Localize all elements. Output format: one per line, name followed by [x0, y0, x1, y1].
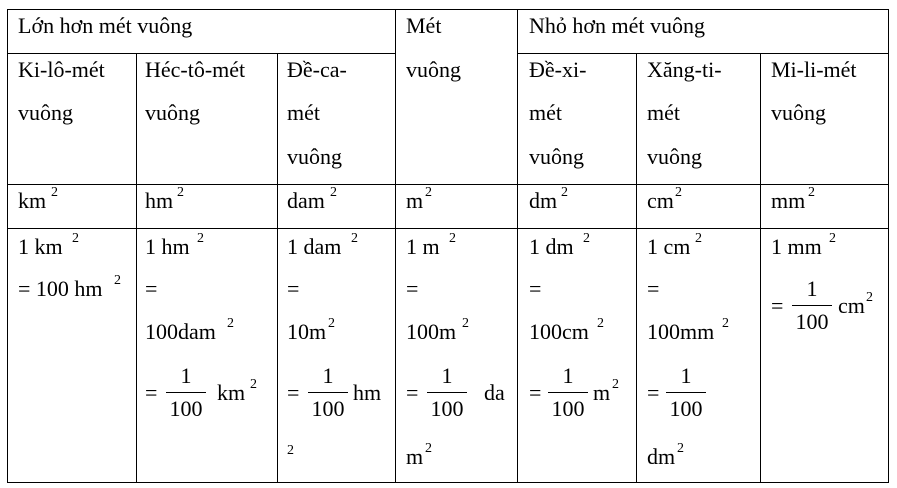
frac-denominator: 100	[430, 396, 464, 421]
rule-col	[277, 53, 278, 483]
rule-col	[517, 9, 518, 483]
name-dam: mét	[287, 100, 320, 125]
unit-mm: mm	[771, 188, 806, 213]
rel-dam-frac-unit: hm	[353, 380, 382, 405]
name-dam: vuông	[287, 144, 342, 169]
frac-numerator: 1	[806, 276, 818, 301]
rel-cm-frac-eq: =	[647, 380, 660, 405]
name-cm: Xăng-ti-	[647, 57, 722, 82]
rel-hm-frac-eq: =	[145, 380, 158, 405]
rel-m-frac-eq: =	[406, 380, 419, 405]
unit-exponent: 2	[808, 185, 815, 200]
fraction-bar	[792, 305, 832, 306]
rel-exponent: 2	[449, 231, 456, 246]
rel-mm-line1: 1 mm	[771, 234, 822, 259]
rule-col	[395, 9, 396, 483]
rel-exponent: 2	[351, 231, 358, 246]
rel-m-tail: m	[406, 444, 424, 469]
name-mm: vuông	[771, 100, 826, 125]
rel-exponent: 2	[583, 231, 590, 246]
rel-dm-frac-eq: =	[529, 380, 542, 405]
name-dam: Đề-ca-	[287, 57, 347, 82]
rule-names	[7, 184, 888, 185]
name-km: vuông	[18, 100, 73, 125]
rel-m-frac-unit: da	[484, 380, 505, 405]
frac-numerator: 1	[562, 363, 574, 388]
rel-hm-line1: 1 hm	[145, 234, 190, 259]
rule-col	[888, 9, 889, 483]
rel-dm-eq: =	[529, 276, 542, 301]
name-cm: vuông	[647, 144, 702, 169]
name-dm: vuông	[529, 144, 584, 169]
unit-cm: cm	[647, 188, 674, 213]
rel-dam-eq: =	[287, 276, 300, 301]
rel-cm-line1: 1 cm	[647, 234, 691, 259]
rel-cm-line3: 100mm	[647, 319, 715, 344]
rel-exponent: 2	[114, 273, 121, 288]
rel-dm-frac-unit: m	[593, 380, 611, 405]
header-larger: Lớn hơn mét vuông	[18, 13, 193, 38]
rule-bottom	[7, 482, 888, 483]
unit-dam: dam	[287, 188, 325, 213]
unit-exponent: 2	[51, 185, 58, 200]
header-meter: Mét	[406, 13, 442, 38]
rel-exponent: 2	[197, 231, 204, 246]
rel-exponent: 2	[425, 441, 432, 456]
frac-denominator: 100	[169, 396, 203, 421]
frac-denominator: 100	[551, 396, 585, 421]
rule-col	[136, 53, 137, 483]
rel-dam-frac-eq: =	[287, 380, 300, 405]
rel-exponent: 2	[328, 316, 335, 331]
unit-km: km	[18, 188, 47, 213]
rel-mm-frac-eq: =	[771, 293, 784, 318]
rel-hm-eq: =	[145, 276, 158, 301]
fraction-bar	[166, 392, 206, 393]
unit-hm: hm	[145, 188, 174, 213]
rel-km-line1: 1 km	[18, 234, 63, 259]
rel-mm-frac-unit: cm	[838, 293, 865, 318]
rule-top	[7, 9, 888, 10]
rel-exponent: 2	[722, 316, 729, 331]
rel-km-line2: = 100 hm	[18, 276, 103, 301]
rel-exponent: 2	[677, 441, 684, 456]
rel-m-line3: 100m	[406, 319, 457, 344]
fraction-bar	[427, 392, 467, 393]
unit-exponent: 2	[177, 185, 184, 200]
rel-exponent: 2	[866, 290, 873, 305]
name-m: vuông	[406, 57, 461, 82]
name-hm: Héc-tô-mét	[145, 57, 246, 82]
name-km: Ki-lô-mét	[18, 57, 105, 82]
unit-exponent: 2	[675, 185, 682, 200]
rel-exponent: 2	[462, 316, 469, 331]
name-mm: Mi-li-mét	[771, 57, 857, 82]
rel-hm-frac-unit: km	[217, 380, 246, 405]
rule-col	[7, 9, 8, 483]
rel-exponent: 2	[597, 316, 604, 331]
rel-cm-eq: =	[647, 276, 660, 301]
unit-m: m	[406, 188, 424, 213]
name-hm: vuông	[145, 100, 200, 125]
rel-exponent: 2	[612, 377, 619, 392]
frac-denominator: 100	[311, 396, 345, 421]
fraction-bar	[308, 392, 348, 393]
fraction-bar	[666, 392, 706, 393]
header-smaller: Nhỏ hơn mét vuông	[529, 13, 706, 38]
rel-dm-line3: 100cm	[529, 319, 589, 344]
fraction-bar	[548, 392, 588, 393]
rel-dam-line1: 1 dam	[287, 234, 342, 259]
frac-denominator: 100	[795, 309, 829, 334]
rule-col	[636, 53, 637, 483]
frac-numerator: 1	[322, 363, 334, 388]
rel-exponent: 2	[250, 377, 257, 392]
rel-cm-tail: dm	[647, 444, 676, 469]
frac-numerator: 1	[180, 363, 192, 388]
name-dm: Đề-xi-	[529, 57, 587, 82]
rel-dam-line3: 10m	[287, 319, 327, 344]
rule-header-sub	[517, 53, 888, 54]
rule-units	[7, 228, 888, 229]
rel-dm-line1: 1 dm	[529, 234, 574, 259]
rule-col	[760, 53, 761, 483]
rel-m-line1: 1 m	[406, 234, 440, 259]
unit-dm: dm	[529, 188, 558, 213]
rel-exponent: 2	[72, 231, 79, 246]
frac-denominator: 100	[669, 396, 703, 421]
rel-exponent: 2	[227, 316, 234, 331]
unit-exponent: 2	[330, 185, 337, 200]
frac-numerator: 1	[680, 363, 692, 388]
rel-exponent: 2	[287, 443, 294, 458]
rel-m-eq: =	[406, 276, 419, 301]
rel-hm-line3: 100dam	[145, 319, 216, 344]
unit-exponent: 2	[425, 185, 432, 200]
rule-header-sub	[7, 53, 395, 54]
frac-numerator: 1	[441, 363, 453, 388]
rel-exponent: 2	[695, 231, 702, 246]
name-dm: mét	[529, 100, 562, 125]
name-cm: mét	[647, 100, 680, 125]
rel-exponent: 2	[829, 231, 836, 246]
unit-exponent: 2	[561, 185, 568, 200]
